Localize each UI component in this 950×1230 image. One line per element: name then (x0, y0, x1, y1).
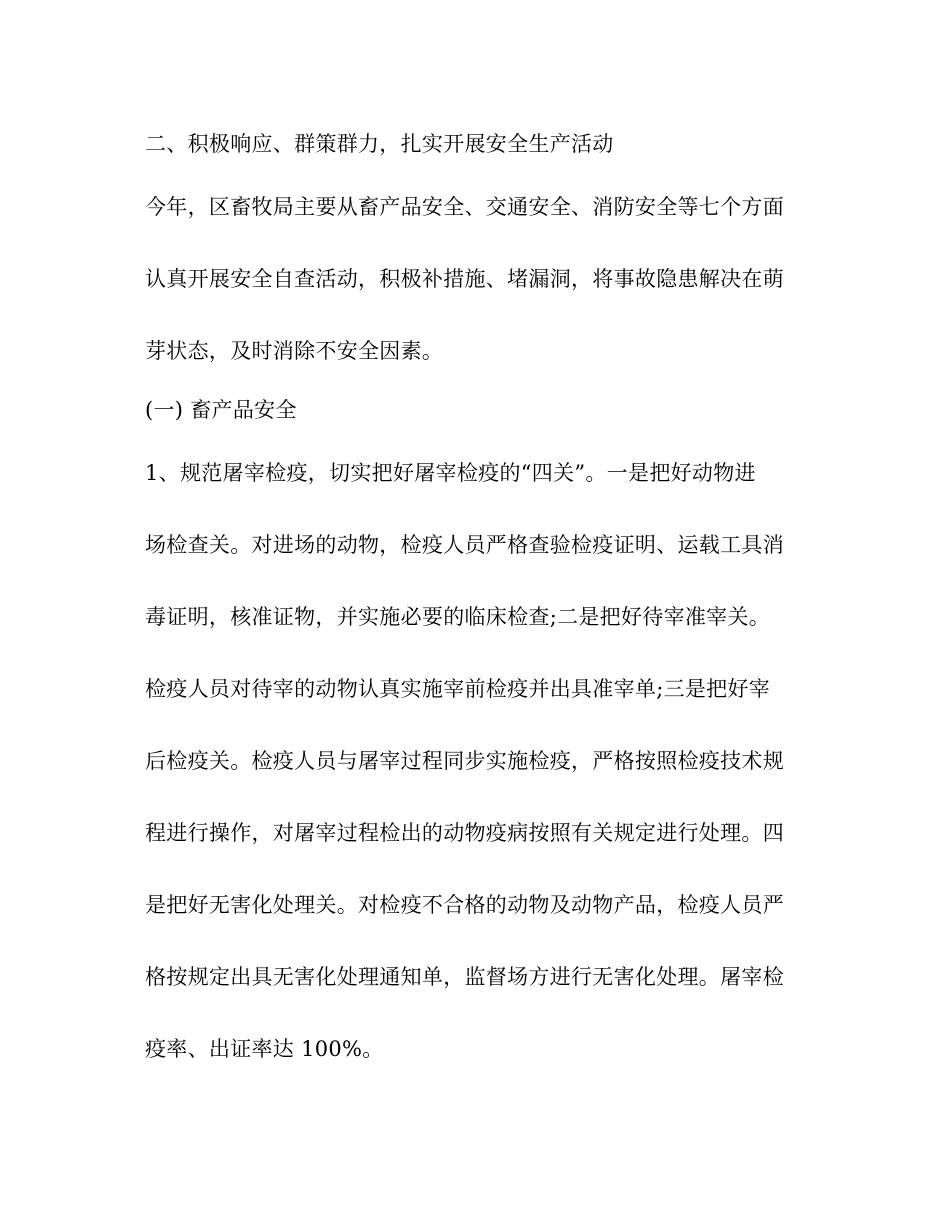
paragraph-line: 检疫人员对待宰的动物认真实施宰前检疫并出具准宰单;三是把好宰 (145, 677, 771, 701)
paragraph-line: 格按规定出具无害化处理通知单，监督场方进行无害化处理。屠宰检 (145, 965, 784, 989)
section-heading: 二、积极响应、群策群力，扎实开展安全生产活动 (145, 132, 614, 156)
paragraph-line: 1、规范屠宰检疫，切实把好屠宰检疫的“四关”。一是把好动物进 (145, 461, 756, 485)
paragraph-line: 今年，区畜牧局主要从畜产品安全、交通安全、消防安全等七个方面 (145, 195, 784, 219)
paragraph-line: 场检查关。对进场的动物，检疫人员严格查验检疫证明、运载工具消 (145, 533, 784, 557)
paragraph-line: 疫率、出证率达 100%。 (145, 1037, 384, 1061)
paragraph-line: 认真开展安全自查活动，积极补措施、堵漏洞，将事故隐患解决在萌 (145, 267, 784, 291)
paragraph-line: 芽状态，及时消除不安全因素。 (145, 339, 444, 363)
subsection-heading: (一) 畜产品安全 (145, 398, 297, 422)
paragraph-line: 毒证明，核准证物，并实施必要的临床检查;二是把好待宰准宰关。 (145, 605, 771, 629)
paragraph-line: 程进行操作，对屠宰过程检出的动物疫病按照有关规定进行处理。四 (145, 821, 784, 845)
paragraph-line: 后检疫关。检疫人员与屠宰过程同步实施检疫，严格按照检疫技术规 (145, 749, 784, 773)
paragraph-line: 是把好无害化处理关。对检疫不合格的动物及动物产品，检疫人员严 (145, 893, 784, 917)
